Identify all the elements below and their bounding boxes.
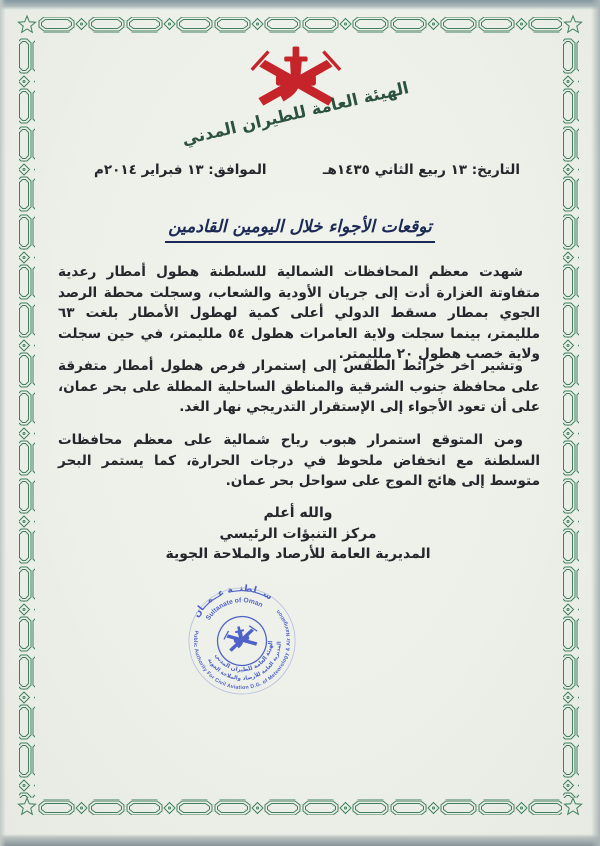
paragraph-rain-report: شهدت معظم المحافظات الشمالية للسلطنة هطول أمطار رعدية متفاوتة الغزارة أدت إلى جريان الأودية والشعاب، وسجلت محطة الرصد الجوي بمطار مسقط الدولي أعلى كمية لهطول الأمطار بلغت ٦٣ ملليمتر، بينما سجلت ولاية العامرات هطول ٥٤ ملليمتر، في حين سجلت ولاية خصب هطول ٢٠ ملليمتر. — [58, 264, 540, 363]
stamp-top-arabic: ســلطنــة عــمــان — [191, 583, 275, 620]
official-stamp — [183, 582, 301, 700]
signature-center: مركز التنبؤات الرئيسي — [219, 525, 377, 542]
stamp-bottom-english: Public Authority For Civil Aviation D.G. of Meteorology & Air Navigation — [191, 608, 293, 692]
signature-block — [0, 503, 598, 565]
stamp-inner-arabic-2: المديرية العامة للأرصاد والملاحة الجوية — [206, 641, 283, 682]
authority-calligraphy: الهيئة العامة للطيران المدني — [180, 78, 411, 149]
stamp-inner-arabic-1: الهيئة العامة للطيران المدني — [213, 640, 275, 674]
paragraph-forecast: وتشير اخر خرائط الطقس إلى إستمرار فرص هطول أمطار متفرقة على محافظة جنوب الشرقية والمناطق الساحلية المطلة على بحر عمان، على أن تعود الأجواء إلى الإستقرار التدريجي نهار الغد. — [58, 358, 540, 416]
paragraph-wind-sea: ومن المتوقع استمرار هبوب رياح شمالية على معظم محافظات السلطنة مع انخفاض ملحوظ في درجات الحرارة، كما يستمر البحر متوسط إلى هائج الموج على سواحل بحر عمان. — [58, 432, 540, 490]
date-row — [94, 162, 520, 178]
gregorian-date: الموافق: ١٣ فبراير ٢٠١٤م — [94, 162, 267, 178]
svg-text:Public Authority For Civil Avi — [188, 607, 301, 700]
letter-title: توقعات الأجواء خلال اليومين القادمين — [165, 217, 435, 243]
title-row — [0, 217, 600, 243]
hijri-date: التاريخ: ١٣ ربيع الثاني ١٤٣٥هـ — [322, 162, 520, 178]
stamp-emblem-icon — [222, 622, 261, 653]
stamp-top-english: Sultanate of Oman — [204, 597, 264, 622]
signature-directorate: المديرية العامة للأرصاد والملاحة الجوية — [165, 546, 431, 562]
official-seal-icon — [183, 582, 301, 700]
signature-closing: والله أعلم — [263, 505, 333, 521]
